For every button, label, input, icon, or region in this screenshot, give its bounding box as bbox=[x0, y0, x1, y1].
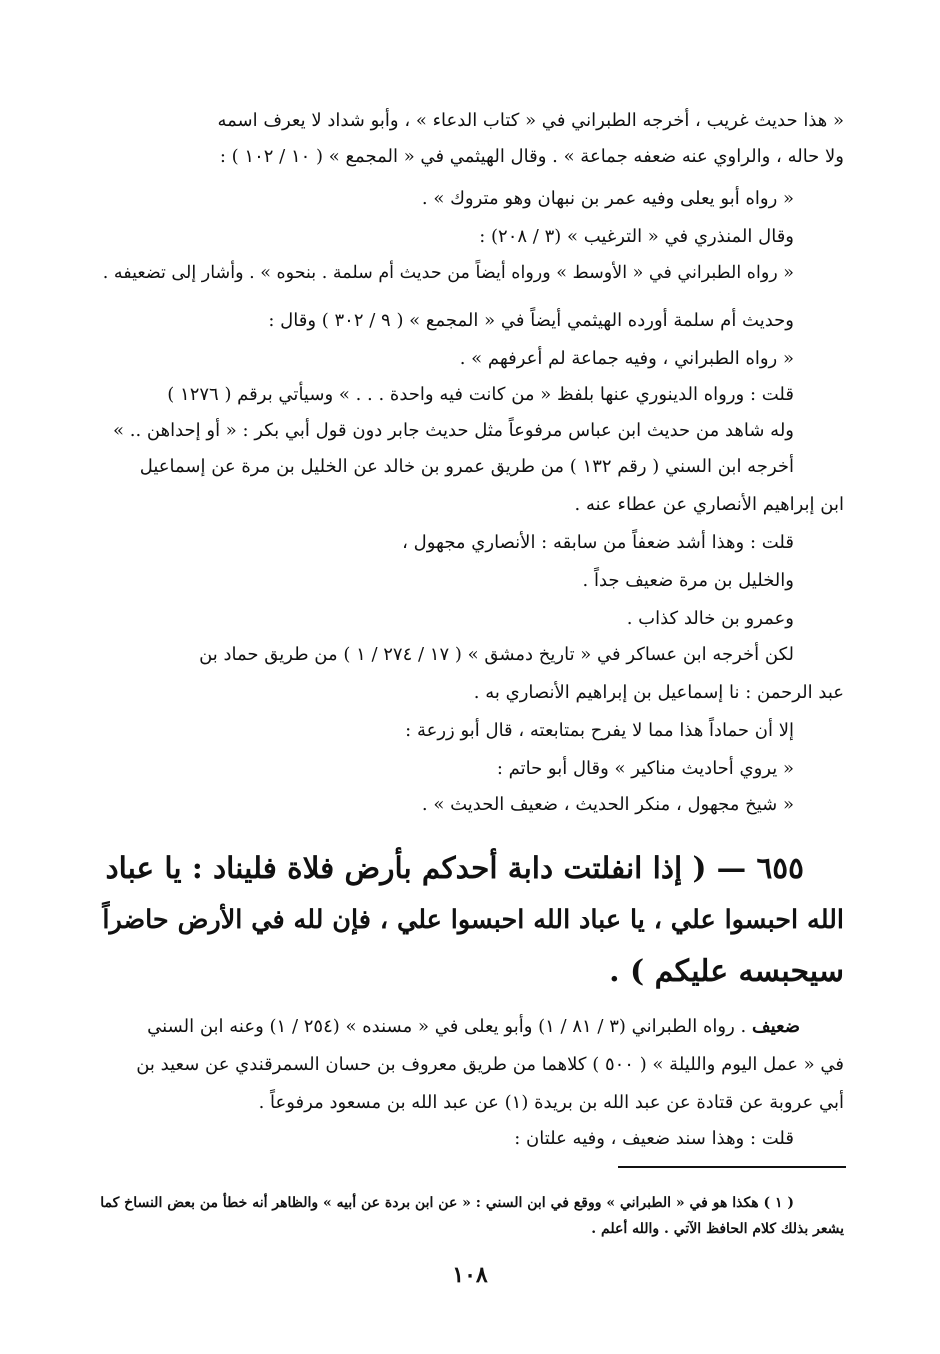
text-line: وعمرو بن خالد كذاب . bbox=[626, 608, 794, 629]
grading-text: . رواه الطبراني (٣ / ٨١ / ١) وأبو يعلى في « مسنده » (٢٥٤ / ١) وعنه ابن السني bbox=[147, 1016, 752, 1037]
text-line: « رواه الطبراني ، وفيه جماعة لم أعرفهم » . bbox=[459, 348, 794, 369]
text-line: قلت : وهذا سند ضعيف ، وفيه علتان : bbox=[514, 1128, 794, 1149]
text-line: والخليل بن مرة ضعيف جداً . bbox=[582, 570, 794, 591]
text-line: أخرجه ابن السني ( رقم ١٣٢ ) من طريق عمرو بن خالد عن الخليل بن مرة عن إسماعيل bbox=[139, 456, 794, 477]
grading-line bbox=[96, 1012, 800, 1044]
text-line: « رواه الطبراني في « الأوسط » ورواه أيضاً من حديث أم سلمة . بنحوه » . وأشار إلى تضعيفه . bbox=[102, 263, 794, 283]
text-line: إلا أن حماداً هذا مما لا يفرح بمتابعته ، قال أبو زرعة : bbox=[405, 720, 794, 741]
text-line: « يروي أحاديث مناكير » وقال أبو حاتم : bbox=[496, 758, 794, 779]
text-line: ولا حاله ، والراوي عنه ضعفه جماعة » . وقال الهيثمي في « المجمع » ( ١٠ / ١٠٢ ) : bbox=[219, 146, 844, 167]
hadith-heading-line: سيحبسه عليكم ) . bbox=[609, 954, 844, 989]
text-line: « هذا حديث غريب ، أخرجه الطبراني في « كتاب الدعاء » ، وأبو شداد لا يعرف اسمه bbox=[217, 110, 844, 131]
text-line: ابن إبراهيم الأنصاري عن عطاء عنه . bbox=[574, 494, 844, 515]
text-line: عبد الرحمن : نا إسماعيل بن إبراهيم الأنصاري به . bbox=[473, 682, 844, 703]
text-line: « رواه أبو يعلى وفيه عمر بن نبهان وهو متروك » . bbox=[421, 188, 794, 209]
footnote-line: ( ١ ) هكذا هو في « الطبراني » ووقع في ابن السني : « عن ابن بردة عن أبيه » والظاهر أنه خطأ من بعض النساخ كما bbox=[100, 1195, 794, 1211]
text-line: وقال المنذري في « الترغيب » (٣ / ٢٠٨) : bbox=[479, 226, 794, 247]
grading-word: ضعيف bbox=[751, 1016, 800, 1037]
text-line: وحديث أم سلمة أورده الهيثمي أيضاً في « المجمع » ( ٩ / ٣٠٢ ) وقال : bbox=[268, 310, 794, 331]
text-line: لكن أخرجه ابن عساكر في « تاريخ دمشق » ( ١٧ / ٢٧٤ / ١ ) من طريق حماد بن bbox=[199, 644, 794, 665]
hadith-heading-line: الله احبسوا علي ، يا عباد الله احبسوا علي ، فإن لله في الأرض حاضراً bbox=[102, 905, 844, 935]
text-line: قلت : وهذا أشد ضعفاً من سابقه : الأنصاري مجهول ، bbox=[402, 532, 794, 553]
text-line: أبي عروبة عن قتادة عن عبد الله بن بريدة (١) عن عبد الله بن مسعود مرفوعاً . bbox=[258, 1092, 844, 1113]
text-line: قلت : ورواه الدينوري عنها بلفظ « من كانت فيه واحدة . . . » وسيأتي برقم ( ١٢٧٦ ) bbox=[167, 384, 794, 405]
page-number: ١٠٨ bbox=[452, 1262, 488, 1288]
text-line: وله شاهد من حديث ابن عباس مرفوعاً مثل حديث جابر دون قول أبي بكر : « أو إحداهن .. » bbox=[112, 420, 794, 441]
text-line: في « عمل اليوم والليلة » ( ٥٠٠ ) كلاهما من طريق معروف بن حسان السمرقندي عن سعيد بن bbox=[136, 1054, 844, 1075]
footnote-line: يشعر بذلك كلام الحافظ الآتي . والله أعلم . bbox=[591, 1221, 844, 1237]
footnote-separator bbox=[618, 1166, 846, 1168]
text-line: « شيخ مجهول ، منكر الحديث ، ضعيف الحديث » . bbox=[421, 794, 794, 815]
hadith-heading-line: ٦٥٥ — ( إذا انفلتت دابة أحدكم بأرض فلاة فليناد : يا عباد bbox=[105, 850, 804, 885]
